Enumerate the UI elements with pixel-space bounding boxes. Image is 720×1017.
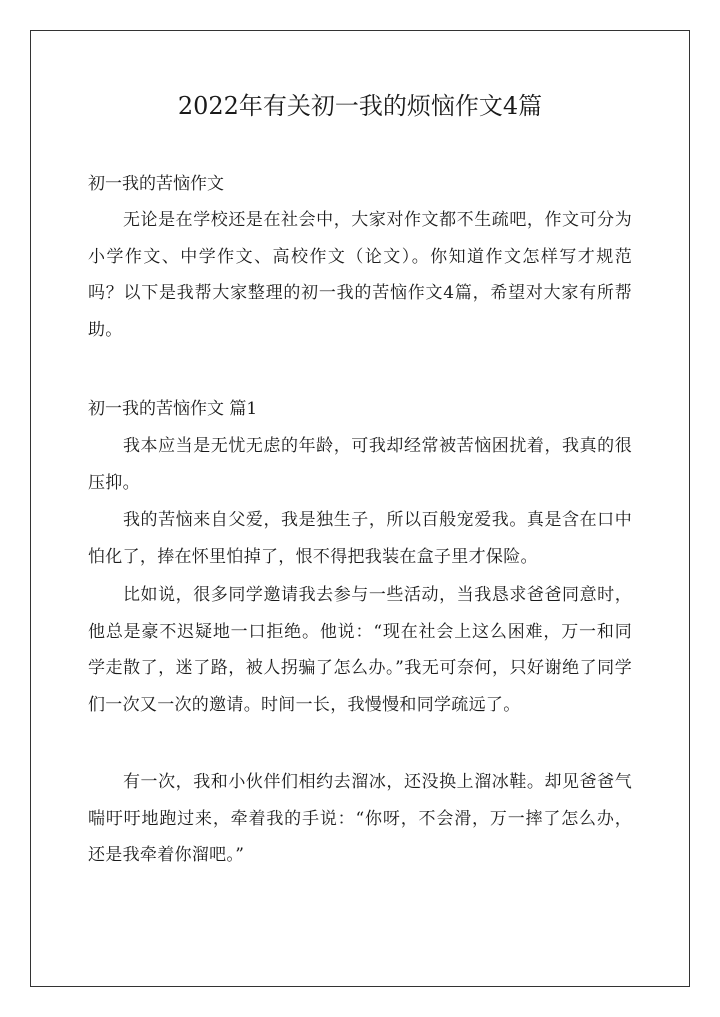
paragraph-2: 我的苦恼来自父爱，我是独生子，所以百般宠爱我。真是含在口中怕化了，捧在怀里怕掉了，恨不得把我装在盒子里才保险。 — [88, 510, 632, 567]
document-title: 2022年有关初一我的烦恼作文4篇 — [177, 92, 543, 120]
paragraph-4: 有一次，我和小伙伴们相约去溜冰，还没换上溜冰鞋。却见爸爸气喘吁吁地跑过来，牵着我的手说：“你呀，不会滑，万一摔了怎么办，还是我牵着你溜吧。” — [88, 772, 632, 865]
intro-paragraph: 无论是在学校还是在社会中，大家对作文都不生疏吧，作文可分为小学作文、中学作文、高校作文（论文）。你知道作文怎样写才规范吗？以下是我帮大家整理的初一我的苦恼作文4篇，希望对大家有所帮助。 — [88, 210, 632, 340]
paragraph-1: 我本应当是无忧无虑的年龄，可我却经常被苦恼困扰着，我真的很压抑。 — [88, 436, 632, 493]
paragraph-3: 比如说，很多同学邀请我去参与一些活动，当我恳求爸爸同意时，他总是豪不迟疑地一口拒绝。他说：“现在社会上这么困难，万一和同学走散了，迷了路，被人拐骗了怎么办。”我无可奈何，只好谢绝了同学们一次又一次的邀请。时间一长，我慢慢和同学疏远了。 — [88, 585, 632, 715]
intro-heading: 初一我的苦恼作文 — [88, 174, 224, 194]
section-heading: 初一我的苦恼作文 篇1 — [88, 399, 258, 419]
